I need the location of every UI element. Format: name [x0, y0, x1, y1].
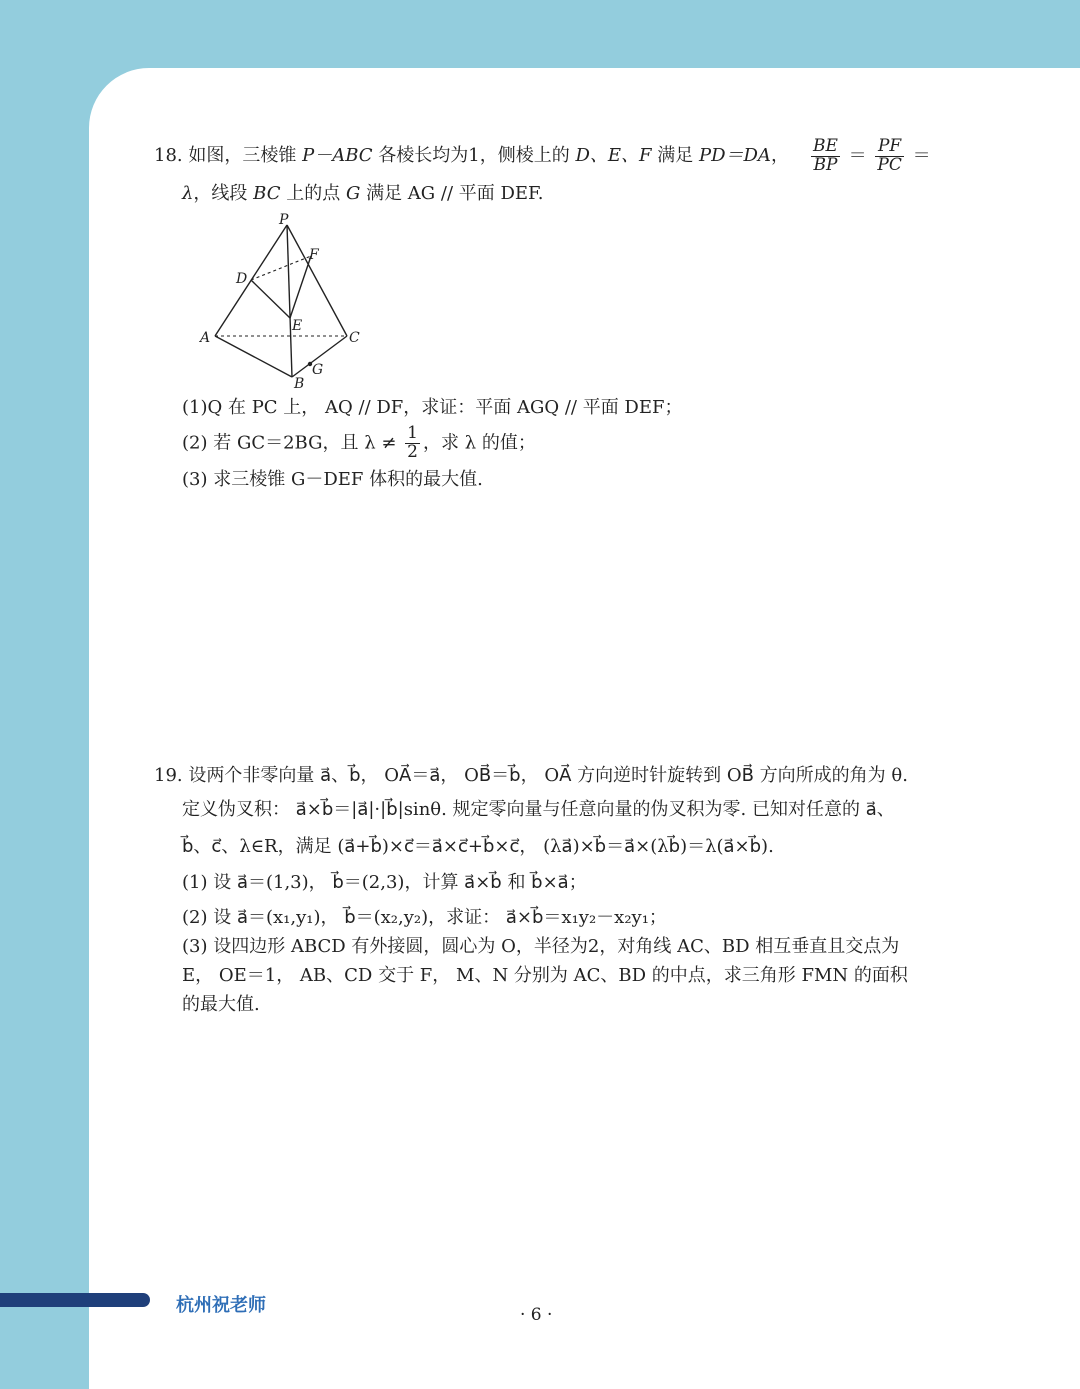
label-c: C — [349, 330, 360, 346]
q19-sub1: (1) 设 a⃗＝(1,3)， b⃗＝(2,3)，计算 a⃗×b⃗ 和 b⃗×a⃗； — [182, 872, 587, 893]
segment-de — [251, 280, 290, 318]
fraction-be-bp: $\frac{BE}{BP}$ — [813, 136, 838, 175]
equals-sign: ＝ — [848, 145, 867, 167]
label-g: G — [312, 362, 324, 378]
q19-line2: 定义伪叉积： a⃗×b⃗＝|a⃗|·|b⃗|sinθ. 规定零向量与任意向量的伪叉积为零. 已知对任意的 a⃗、 — [182, 799, 895, 820]
page-number: · 6 · — [520, 1305, 553, 1325]
q18-sub2 — [182, 425, 536, 462]
q18-fractions — [808, 138, 931, 175]
label-f: F — [309, 247, 319, 263]
q18-text: BC — [253, 183, 281, 204]
brand-name: 杭州祝老师 — [176, 1295, 266, 1316]
edge-pb — [287, 225, 292, 377]
label-d: D — [236, 271, 248, 287]
q19-line3: b⃗、c⃗、λ∈R，满足 (a⃗+b⃗)×c⃗＝a⃗×c⃗+b⃗×c⃗， (λa⃗)×b⃗＝a⃗×(λb⃗)＝λ(a⃗×b⃗). — [182, 836, 774, 857]
fraction-one-half: $\frac{1}{2}$ — [407, 423, 418, 462]
q18-text: (2) 若 GC＝2BG，且 λ ≠ — [182, 432, 403, 454]
equals-sign: ＝ — [912, 145, 931, 167]
q18-text: 各棱长均为1，侧棱上的 — [372, 145, 576, 166]
q18-line2 — [182, 185, 543, 203]
q18-text: ，线段 — [193, 183, 254, 204]
tetrahedron-diagram — [195, 210, 375, 395]
q18-sub1: (1)Q 在 PC 上， AQ // DF，求证：平面 AGQ // 平面 DEF； — [182, 397, 683, 418]
edge-ab — [215, 336, 292, 377]
q18-text: 18. 如图，三棱锥 — [154, 145, 303, 166]
segment-ef — [290, 256, 311, 318]
label-b: B — [294, 376, 305, 392]
q18-text: G — [345, 183, 361, 204]
label-e: E — [292, 318, 303, 334]
q18-text: λ — [182, 183, 194, 204]
q18-text: 上的点 — [280, 183, 346, 204]
q18-sub3: (3) 求三棱锥 G－DEF 体积的最大值. — [182, 469, 483, 490]
q19-sub2: (2) 设 a⃗＝(x₁,y₁)， b⃗＝(x₂,y₂)，求证： a⃗×b⃗＝x₁y₂－x₂y₁； — [182, 907, 667, 928]
q19-line1: 19. 设两个非零向量 a⃗、b⃗， OA⃗＝a⃗， OB⃗＝b⃗， OA⃗ 方向逆时针旋转到 OB⃗ 方向所成的角为 θ. — [154, 765, 908, 786]
label-a: A — [200, 330, 211, 346]
q18-text: PD＝DA — [698, 145, 771, 166]
q19-sub3-line1: (3) 设四边形 ABCD 有外接圆，圆心为 O，半径为2，对角线 AC、BD 相互垂直且交点为 — [182, 936, 900, 957]
q19-sub3-line3: 的最大值. — [182, 994, 260, 1015]
label-p: P — [279, 212, 289, 228]
q18-text: ， — [770, 145, 789, 166]
segment-df-hidden — [251, 256, 311, 280]
q18-line1 — [154, 147, 789, 165]
q18-text: P－ABC — [302, 145, 373, 166]
q18-text: 满足 — [360, 183, 408, 204]
fraction-pf-pc: $\frac{PF}{PC}$ — [877, 136, 902, 175]
footer-bar — [0, 1293, 150, 1307]
q18-text: ，求 λ 的值； — [422, 432, 536, 454]
q18-text: D、E、F — [575, 145, 652, 166]
q18-text: 满足 — [651, 145, 699, 166]
q19-sub3-line2: E， OE＝1， AB、CD 交于 F， M、N 分别为 AC、BD 的中点，求三角形 FMN 的面积 — [182, 965, 908, 986]
q18-text: AG // 平面 DEF. — [407, 183, 544, 204]
